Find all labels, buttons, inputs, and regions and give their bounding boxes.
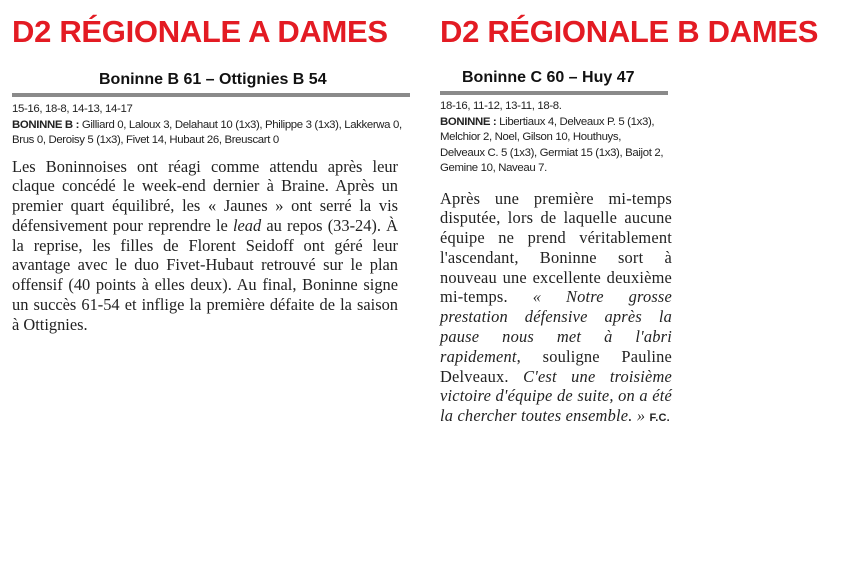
article-emphasis: lead xyxy=(232,215,262,235)
article-body xyxy=(440,189,672,430)
article-body xyxy=(12,157,398,335)
article-text: , souligne Pauline Delveaux. xyxy=(440,346,672,386)
section-title: D2 RÉGIONALE B DAMES xyxy=(440,14,819,49)
article-quote: C'est une troisième victoire d'équipe de suite, on a été la chercher toutes ensemble. » xyxy=(440,366,673,426)
column-d2-regionale-b xyxy=(440,0,840,429)
column-d2-regionale-a xyxy=(12,0,412,335)
player-scores xyxy=(12,118,410,149)
player-scores xyxy=(440,115,668,177)
article-text: Après une première mi-temps disputée, lors de laquelle aucune équipe ne prend véritablement l'ascendant, Boninne sort à nouveau une excellente deuxième mi-temps. xyxy=(440,188,672,307)
divider xyxy=(440,91,668,95)
team-label: BONINNE B : xyxy=(12,118,80,131)
article-text: au repos (33-24). À la reprise, les filles de Florent Seidoff ont géré leur avantage avec le duo Fivet-Hubaut retrouvé sur le plan offensif (40 points à elles deux). Au final, Boninne signe un succès 61-54 et inflige la première défaite de la saison à Ottignies. xyxy=(12,215,398,334)
section-title: D2 RÉGIONALE A DAMES xyxy=(12,14,388,49)
match-headline: Boninne C 60 – Huy 47 xyxy=(462,69,635,86)
divider xyxy=(12,93,410,97)
match-stats xyxy=(12,102,410,149)
author-signature: F.C. xyxy=(649,412,670,425)
article-text: Les Boninnoises ont réagi comme attendu après leur claque concédé le week-end dernier à Braine. Après un premier quart équilibré, les « Jaunes » ont serré la vis défensivement pour reprendre le xyxy=(12,156,398,235)
quarter-scores: 15-16, 18-8, 14-13, 14-17 xyxy=(12,103,133,115)
article-quote: « Notre grosse prestation défensive après la pause nous met à l'abri rapidement xyxy=(440,287,672,366)
team-label: BONINNE : xyxy=(440,115,497,128)
player-list: Gilliard 0, Laloux 3, Delahaut 10 (1x3), Philippe 3 (1x3), Lakkerwa 0, Brus 0, Deroisy 5 (1x3), Fivet 14, Hubaut 26, Breuscart 0 xyxy=(12,118,402,146)
quarter-scores: 18-16, 11-12, 13-11, 18-8. xyxy=(440,100,562,112)
match-stats xyxy=(440,99,668,177)
player-list: Libertiaux 4, Delveaux P. 5 (1x3), Melchior 2, Noel, Gilson 10, Houthuys, Delveaux C. 5 (1x3), Germiat 15 (1x3), Baijot 2, Gemine 10, Naveau 7. xyxy=(440,115,664,174)
match-headline: Boninne B 61 – Ottignies B 54 xyxy=(99,71,327,88)
